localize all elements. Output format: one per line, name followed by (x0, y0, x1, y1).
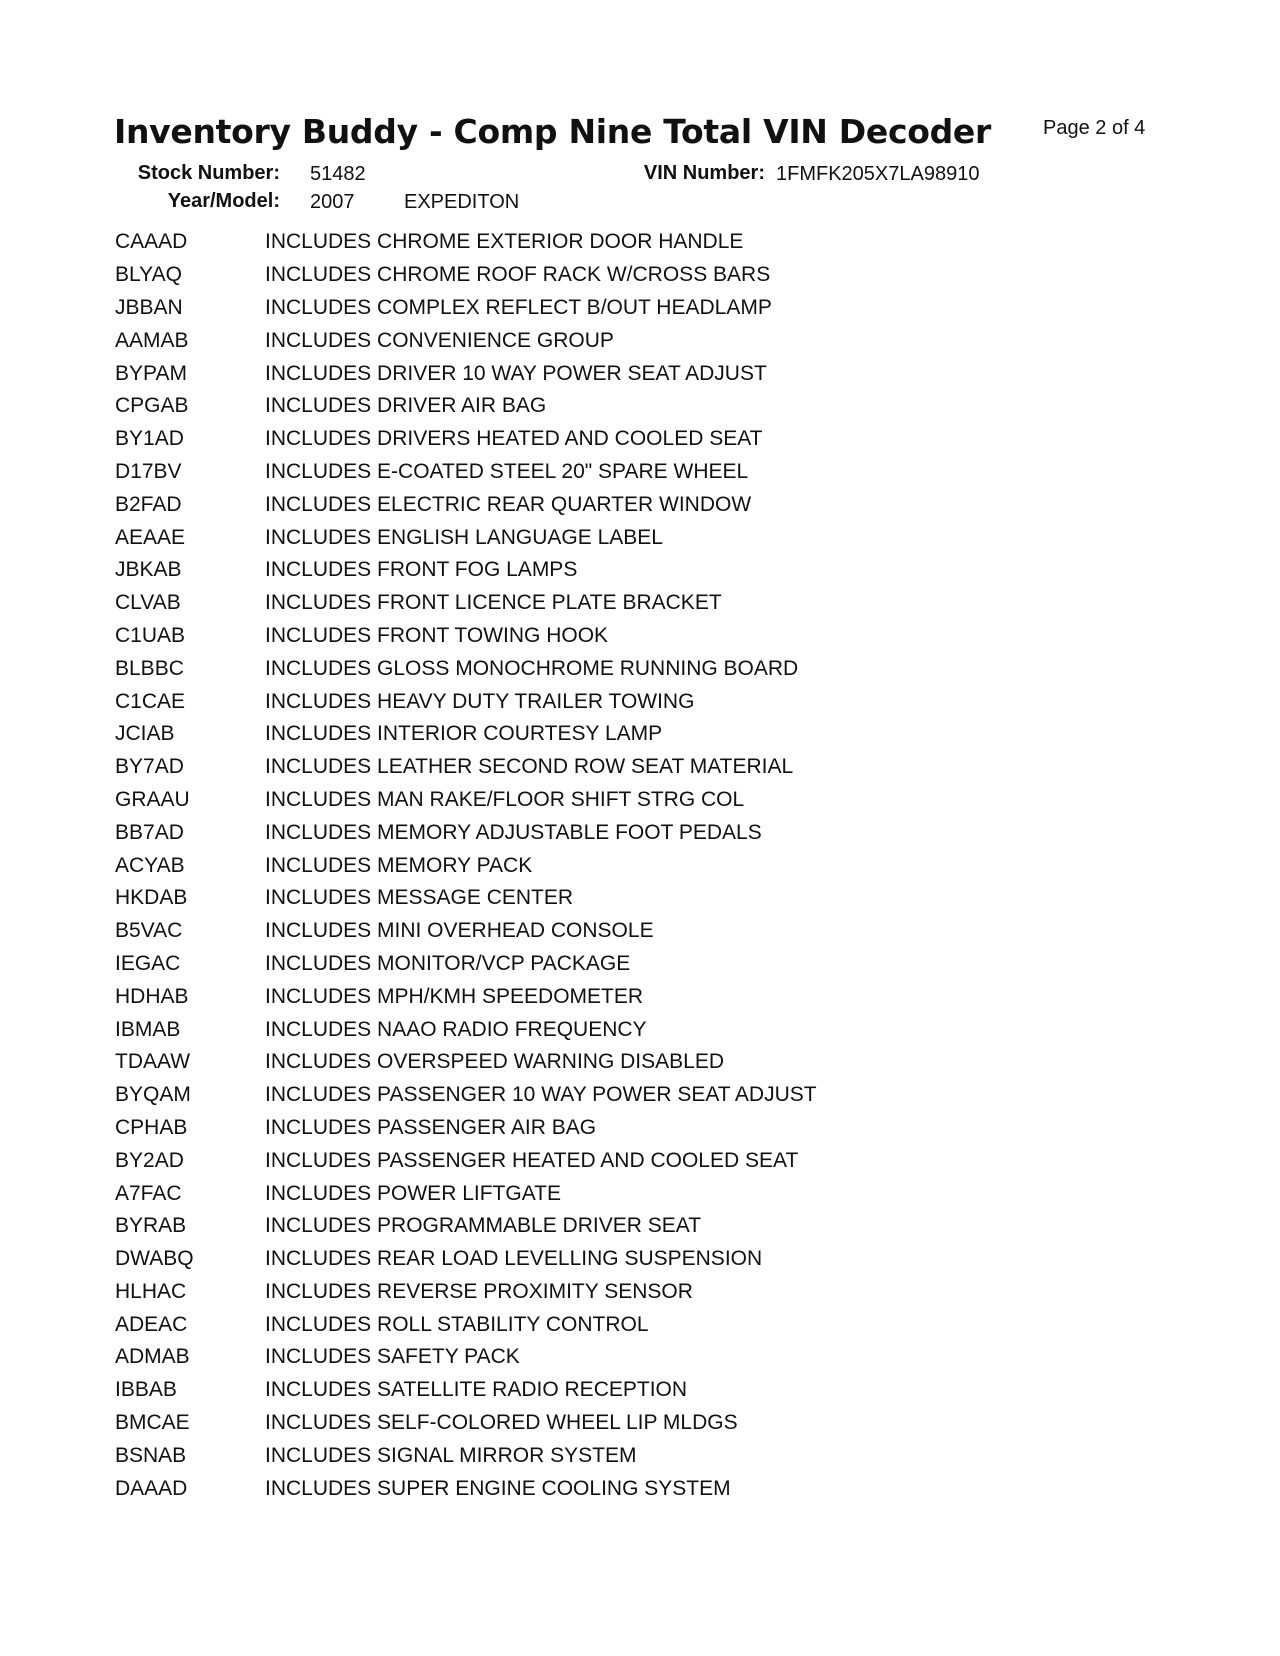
option-description: INCLUDES ENGLISH LANGUAGE LABEL (265, 525, 663, 549)
option-code: DAAAD (115, 1476, 188, 1500)
option-row (115, 751, 1115, 784)
option-code: BB7AD (115, 820, 184, 844)
option-description: INCLUDES REVERSE PROXIMITY SENSOR (265, 1279, 693, 1303)
option-row (115, 1374, 1115, 1407)
option-row (115, 980, 1115, 1013)
option-code: ACYAB (115, 853, 185, 877)
option-row (115, 324, 1115, 357)
option-row (115, 1046, 1115, 1079)
option-description: INCLUDES FRONT LICENCE PLATE BRACKET (265, 591, 722, 615)
option-description: INCLUDES POWER LIFTGATE (265, 1181, 561, 1205)
option-row (115, 652, 1115, 685)
option-code: TDAAW (115, 1050, 191, 1074)
option-code: BYQAM (115, 1083, 191, 1107)
option-code: B5VAC (115, 919, 183, 943)
option-code: CAAAD (115, 230, 188, 254)
option-code: HKDAB (115, 886, 188, 910)
option-description: INCLUDES DRIVER AIR BAG (265, 394, 547, 418)
option-description: INCLUDES FRONT TOWING HOOK (265, 623, 609, 647)
year-value: 2007 (310, 191, 355, 213)
option-description: INCLUDES PROGRAMMABLE DRIVER SEAT (265, 1214, 702, 1238)
option-code: HLHAC (115, 1279, 187, 1303)
option-row (115, 521, 1115, 554)
option-description: INCLUDES LEATHER SECOND ROW SEAT MATERIAL (265, 755, 794, 779)
option-code: HDHAB (115, 984, 189, 1008)
option-row (115, 849, 1115, 882)
option-row (115, 226, 1115, 259)
option-row (115, 948, 1115, 981)
option-row (115, 784, 1115, 817)
option-code: ADMAB (115, 1345, 190, 1369)
option-description: INCLUDES REAR LOAD LEVELLING SUSPENSION (265, 1247, 763, 1271)
option-code: BYRAB (115, 1214, 187, 1238)
option-code: BSNAB (115, 1443, 187, 1467)
option-description: INCLUDES DRIVER 10 WAY POWER SEAT ADJUST (265, 361, 767, 385)
option-row (115, 685, 1115, 718)
option-description: INCLUDES MAN RAKE/FLOOR SHIFT STRG COL (265, 787, 745, 811)
option-description: INCLUDES MONITOR/VCP PACKAGE (265, 951, 631, 975)
option-row (115, 1144, 1115, 1177)
option-description: INCLUDES HEAVY DUTY TRAILER TOWING (265, 689, 695, 713)
option-code: BLBBC (115, 656, 184, 680)
option-code: GRAAU (115, 787, 190, 811)
option-description: INCLUDES MEMORY ADJUSTABLE FOOT PEDALS (265, 820, 762, 844)
option-description: INCLUDES PASSENGER AIR BAG (265, 1115, 597, 1139)
option-description: INCLUDES SUPER ENGINE COOLING SYSTEM (265, 1476, 731, 1500)
option-code: BLYAQ (115, 263, 182, 287)
option-row (115, 488, 1115, 521)
option-row (115, 587, 1115, 620)
option-description: INCLUDES GLOSS MONOCHROME RUNNING BOARD (265, 656, 799, 680)
option-description: INCLUDES SAFETY PACK (265, 1345, 520, 1369)
option-description: INCLUDES CONVENIENCE GROUP (265, 328, 614, 352)
option-code: C1UAB (115, 623, 186, 647)
option-row (115, 1439, 1115, 1472)
option-row (115, 1177, 1115, 1210)
stock-number-label: Stock Number: (137, 162, 280, 184)
option-code: D17BV (115, 459, 182, 483)
option-description: INCLUDES SIGNAL MIRROR SYSTEM (265, 1443, 637, 1467)
option-row (115, 915, 1115, 948)
option-description: INCLUDES INTERIOR COURTESY LAMP (265, 722, 663, 746)
option-description: INCLUDES SELF-COLORED WHEEL LIP MLDGS (265, 1411, 738, 1435)
option-code: ADEAC (115, 1312, 188, 1336)
option-row (115, 1276, 1115, 1309)
option-description: INCLUDES E-COATED STEEL 20" SPARE WHEEL (265, 459, 749, 483)
option-code: JBKAB (115, 558, 182, 582)
option-description: INCLUDES FRONT FOG LAMPS (265, 558, 578, 582)
option-description: INCLUDES OVERSPEED WARNING DISABLED (265, 1050, 724, 1074)
option-row (115, 882, 1115, 915)
option-row (115, 718, 1115, 751)
option-code-list (115, 226, 1115, 1505)
option-code: CPHAB (115, 1115, 188, 1139)
option-description: INCLUDES MEMORY PACK (265, 853, 533, 877)
option-code: BMCAE (115, 1411, 190, 1435)
option-row (115, 620, 1115, 653)
page-number: Page 2 of 4 (1043, 117, 1146, 139)
option-row (115, 1407, 1115, 1440)
option-row (115, 456, 1115, 489)
option-row (115, 292, 1115, 325)
option-description: INCLUDES PASSENGER 10 WAY POWER SEAT ADJUST (265, 1083, 817, 1107)
option-row (115, 390, 1115, 423)
option-row (115, 1341, 1115, 1374)
option-description: INCLUDES DRIVERS HEATED AND COOLED SEAT (265, 427, 763, 451)
option-row (115, 554, 1115, 587)
option-row (115, 259, 1115, 292)
option-code: AAMAB (115, 328, 189, 352)
option-row (115, 1013, 1115, 1046)
stock-number-value: 51482 (310, 163, 366, 185)
option-description: INCLUDES MPH/KMH SPEEDOMETER (265, 984, 644, 1008)
model-value: EXPEDITON (404, 191, 520, 213)
option-row (115, 1472, 1115, 1505)
option-row (115, 1243, 1115, 1276)
year-model-label: Year/Model: (167, 190, 280, 212)
option-row (115, 816, 1115, 849)
option-description: INCLUDES CHROME ROOF RACK W/CROSS BARS (265, 263, 771, 287)
option-code: CPGAB (115, 394, 189, 418)
option-description: INCLUDES COMPLEX REFLECT B/OUT HEADLAMP (265, 295, 772, 319)
document-title: Inventory Buddy - Comp Nine Total VIN Decoder (114, 112, 991, 151)
option-description: INCLUDES MESSAGE CENTER (265, 886, 574, 910)
option-code: A7FAC (115, 1181, 182, 1205)
option-row (115, 1308, 1115, 1341)
option-row (115, 1079, 1115, 1112)
option-code: BY7AD (115, 755, 184, 779)
option-description: INCLUDES ROLL STABILITY CONTROL (265, 1312, 649, 1336)
option-code: JBBAN (115, 295, 183, 319)
option-description: INCLUDES ELECTRIC REAR QUARTER WINDOW (265, 492, 752, 516)
option-description: INCLUDES CHROME EXTERIOR DOOR HANDLE (265, 230, 744, 254)
option-code: BYPAM (115, 361, 187, 385)
option-code: AEAAE (115, 525, 186, 549)
option-code: IEGAC (115, 951, 181, 975)
option-code: IBBAB (115, 1378, 177, 1402)
option-description: INCLUDES MINI OVERHEAD CONSOLE (265, 919, 654, 943)
option-row (115, 423, 1115, 456)
option-code: C1CAE (115, 689, 186, 713)
vin-number-value: 1FMFK205X7LA98910 (776, 163, 980, 185)
option-description: INCLUDES NAAO RADIO FREQUENCY (265, 1017, 647, 1041)
option-description: INCLUDES PASSENGER HEATED AND COOLED SEAT (265, 1148, 799, 1172)
option-code: CLVAB (115, 591, 181, 615)
vin-number-label: VIN Number: (643, 162, 765, 184)
option-code: DWABQ (115, 1247, 194, 1271)
option-code: IBMAB (115, 1017, 181, 1041)
option-code: B2FAD (115, 492, 182, 516)
option-row (115, 357, 1115, 390)
option-row (115, 1210, 1115, 1243)
option-row (115, 1112, 1115, 1145)
option-code: BY2AD (115, 1148, 184, 1172)
option-code: JCIAB (115, 722, 175, 746)
option-description: INCLUDES SATELLITE RADIO RECEPTION (265, 1378, 688, 1402)
option-code: BY1AD (115, 427, 184, 451)
